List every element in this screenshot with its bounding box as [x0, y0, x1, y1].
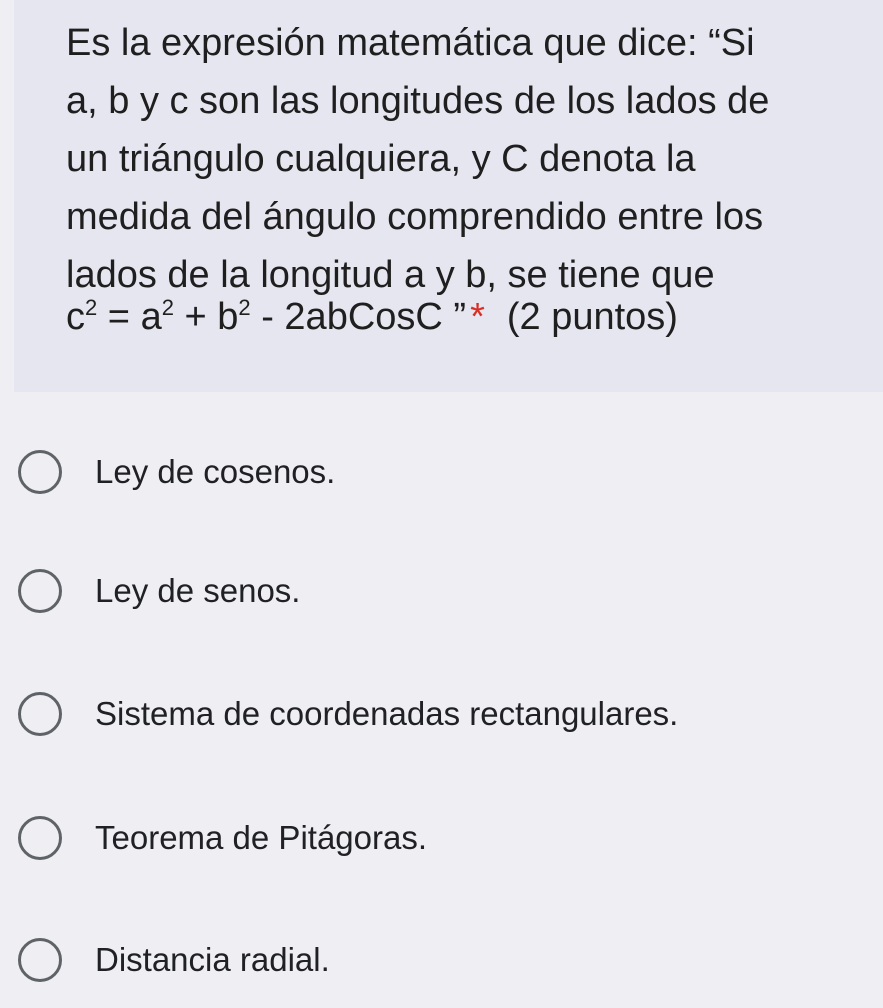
points-label: (2 puntos)	[506, 296, 678, 338]
option-ley-de-cosenos[interactable]	[18, 444, 878, 500]
formula-b: b	[217, 296, 239, 338]
radio-button[interactable]	[18, 816, 62, 860]
option-distancia-radial[interactable]	[18, 932, 878, 988]
required-asterisk: *	[470, 296, 485, 338]
formula-exponent-c: 2	[85, 295, 98, 320]
radio-button[interactable]	[18, 692, 62, 736]
formula-equals: =	[97, 296, 141, 338]
radio-button[interactable]	[18, 569, 62, 613]
option-ley-de-senos[interactable]	[18, 563, 878, 619]
option-label: Ley de cosenos.	[95, 453, 336, 490]
formula-rest: - 2abCosC ”	[250, 296, 467, 338]
formula-exponent-a: 2	[161, 295, 174, 320]
option-label: Distancia radial.	[95, 941, 330, 978]
formula-plus: +	[173, 296, 218, 338]
option-teorema-pitagoras[interactable]	[18, 810, 878, 866]
question-formula	[66, 288, 678, 346]
radio-button[interactable]	[18, 938, 62, 982]
option-label: Sistema de coordenadas rectangulares.	[95, 695, 679, 732]
formula-exponent-b: 2	[238, 295, 251, 320]
question-text: Es la expresión matemática que dice: “Si a, b y c son las longitudes de los lados de un triángulo cualquiera, y C denota la medida del ángulo comprendido entre los lados de la longitud a y b, se tiene que	[66, 22, 770, 296]
formula-c: c	[66, 296, 85, 338]
radio-button[interactable]	[18, 450, 62, 494]
option-sistema-coordenadas[interactable]	[18, 686, 878, 742]
option-label: Teorema de Pitágoras.	[95, 819, 428, 856]
question-card	[14, 0, 883, 392]
option-label: Ley de senos.	[95, 572, 301, 609]
formula-a: a	[140, 296, 162, 338]
answer-options	[0, 392, 883, 1008]
